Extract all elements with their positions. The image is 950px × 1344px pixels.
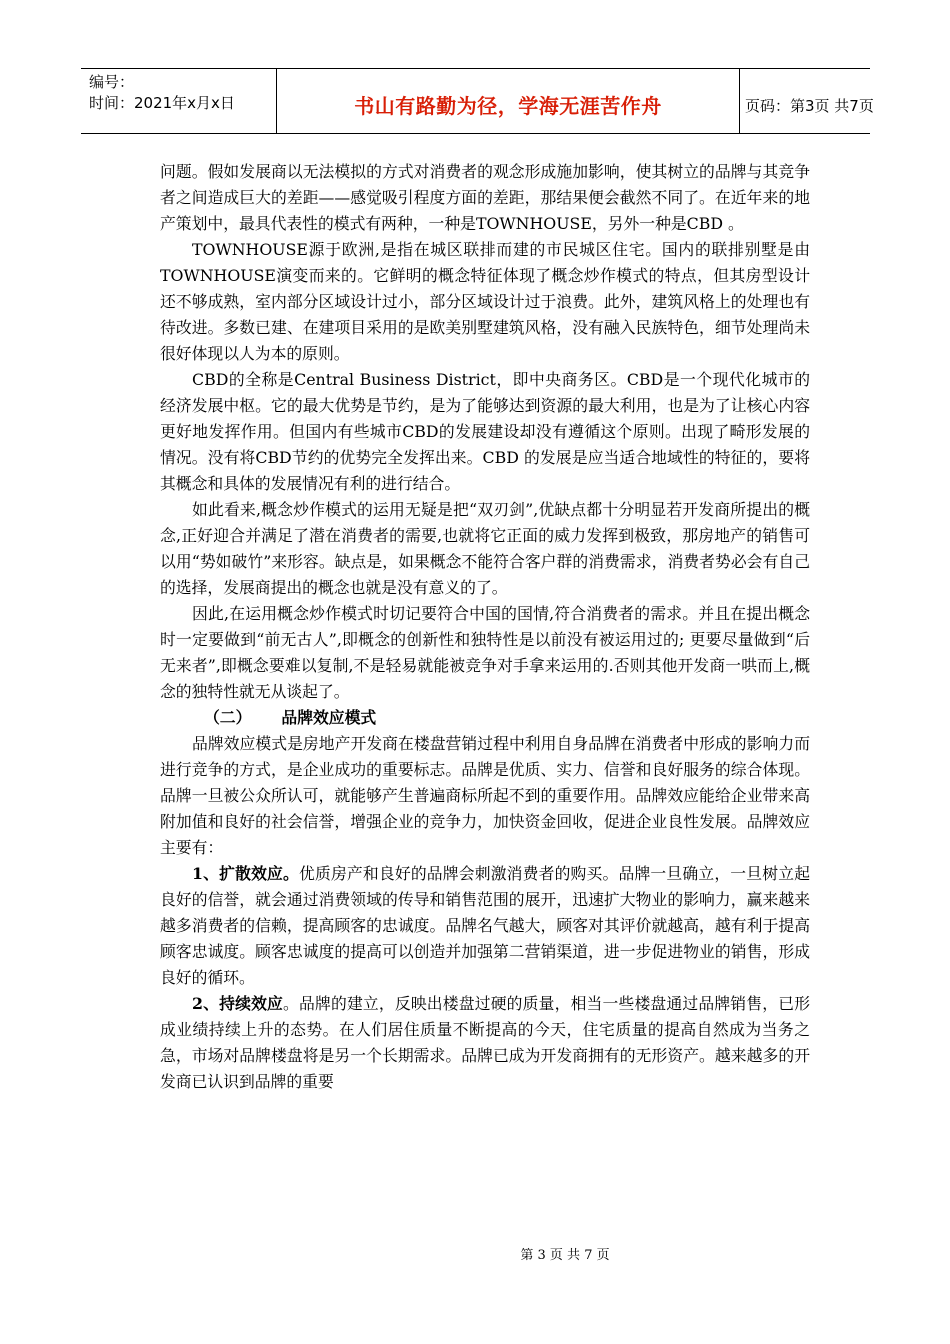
header-motto: 书山有路勤为径，学海无涯苦作舟 bbox=[354, 94, 662, 118]
header-meta bbox=[81, 69, 276, 133]
header-divider-right bbox=[739, 69, 740, 133]
paragraph-conclusion: 因此,在运用概念炒作模式时切记要符合中国的国情,符合消费者的需求。并且在提出概念时一定要做到“前无古人”,即概念的创新性和独特性是以前没有被运用过的; 更要尽量做到“后无来者”,即概念要难以复制,不是轻易就能被竞争对手拿来运用的.否则其他开发商一哄而上,概念的独特性就无从谈起了。 bbox=[160, 604, 810, 701]
section-heading-title: 品牌效应模式 bbox=[281, 708, 377, 727]
diffusion-effect-title: 1、扩散效应。 bbox=[192, 864, 300, 883]
paragraph-double-edged: 如此看来,概念炒作模式的运用无疑是把“双刃剑”,优缺点都十分明显若开发商所提出的概念,正好迎合并满足了潜在消费者的需要,也就将它正面的威力发挥到极致，那房地产的销售可以用“势如破竹”来形容。缺点是，如果概念不能符合客户群的消费需求，消费者势必会有自己的选择，发展商提出的概念也就是没有意义的了。 bbox=[160, 500, 810, 597]
header-page-number: 页码：第3页 共7页 bbox=[745, 97, 874, 115]
page-footer: 第 3 页 共 7 页 bbox=[520, 1248, 610, 1263]
paragraph-cbd: CBD的全称是Central Business District，即中央商务区。CBD是一个现代化城市的经济发展中枢。它的最大优势是节约，是为了能够达到资源的最大利用，也是为了让核心内容更好地发挥作用。但国内有些城市CBD的发展建设却没有遵循这个原则。出现了畸形发展的情况。没有将CBD节约的优势完全发挥出来。CBD 的发展是应当适合地域性的特征的，要将其概念和具体的发展情况有利的进行结合。 bbox=[160, 370, 810, 493]
diffusion-effect-text: 优质房产和良好的品牌会刺激消费者的购买。品牌一旦确立，一旦树立起良好的信誉，就会通过消费领域的传导和销售范围的展开，迅速扩大物业的影响力，赢来越来越多消费者的信赖，提高顾客的忠诚度。品牌名气越大，顾客对其评价就越高，越有利于提高顾客忠诚度。顾客忠诚度的提高可以创造并加强第二营销渠道，进一步促进物业的销售，形成良好的循环。 bbox=[160, 864, 810, 987]
paragraph-brand-effect: 品牌效应模式是房地产开发商在楼盘营销过程中利用自身品牌在消费者中形成的影响力而进行竞争的方式，是企业成功的重要标志。品牌是优质、实力、信誉和良好服务的综合体现。品牌一旦被公众所认可，就能够产生普遍商标所起不到的重要作用。品牌效应能给企业带来高附加值和良好的社会信誉，增强企业的竞争力，加快资金回收，促进企业良性发展。品牌效应主要有： bbox=[160, 734, 810, 857]
section-heading-number: （二） bbox=[204, 708, 252, 727]
page-header bbox=[81, 68, 874, 134]
document-number-label: 编号： bbox=[89, 73, 135, 91]
continuous-effect-title: 2、持续效应 bbox=[192, 994, 284, 1013]
continuous-effect-text: 。品牌的建立，反映出楼盘过硬的质量，相当一些楼盘通过品牌销售，已形成业绩持续上升的态势。在人们居住质量不断提高的今天，住宅质量的提高自然成为当务之急，市场对品牌楼盘将是另一个长期需求。品牌已成为开发商拥有的无形资产。越来越多的开发商已认识到品牌的重要 bbox=[160, 994, 810, 1091]
paragraph-diffusion-effect bbox=[160, 861, 810, 991]
paragraph-concept-intro: 问题。假如发展商以无法模拟的方式对消费者的观念形成施加影响，使其树立的品牌与其竞争者之间造成巨大的差距——感觉吸引程度方面的差距，那结果便会截然不同了。在近年来的地产策划中，最具代表性的模式有两种，一种是TOWNHOUSE，另外一种是CBD 。 bbox=[160, 162, 810, 233]
document-time-label: 时间：2021年x月x日 bbox=[89, 94, 235, 112]
paragraph-continuous-effect bbox=[160, 991, 810, 1095]
section-heading bbox=[160, 705, 810, 731]
document-body bbox=[160, 159, 810, 1095]
paragraph-townhouse: TOWNHOUSE源于欧洲,是指在城区联排而建的市民城区住宅。国内的联排别墅是由TOWNHOUSE演变而来的。它鲜明的概念特征体现了概念炒作模式的特点，但其房型设计还不够成熟，室内部分区域设计过小，部分区域设计过于浪费。此外，建筑风格上的处理也有待改进。多数已建、在建项目采用的是欧美别墅建筑风格，没有融入民族特色，细节处理尚未很好体现以人为本的原则。 bbox=[160, 240, 810, 363]
